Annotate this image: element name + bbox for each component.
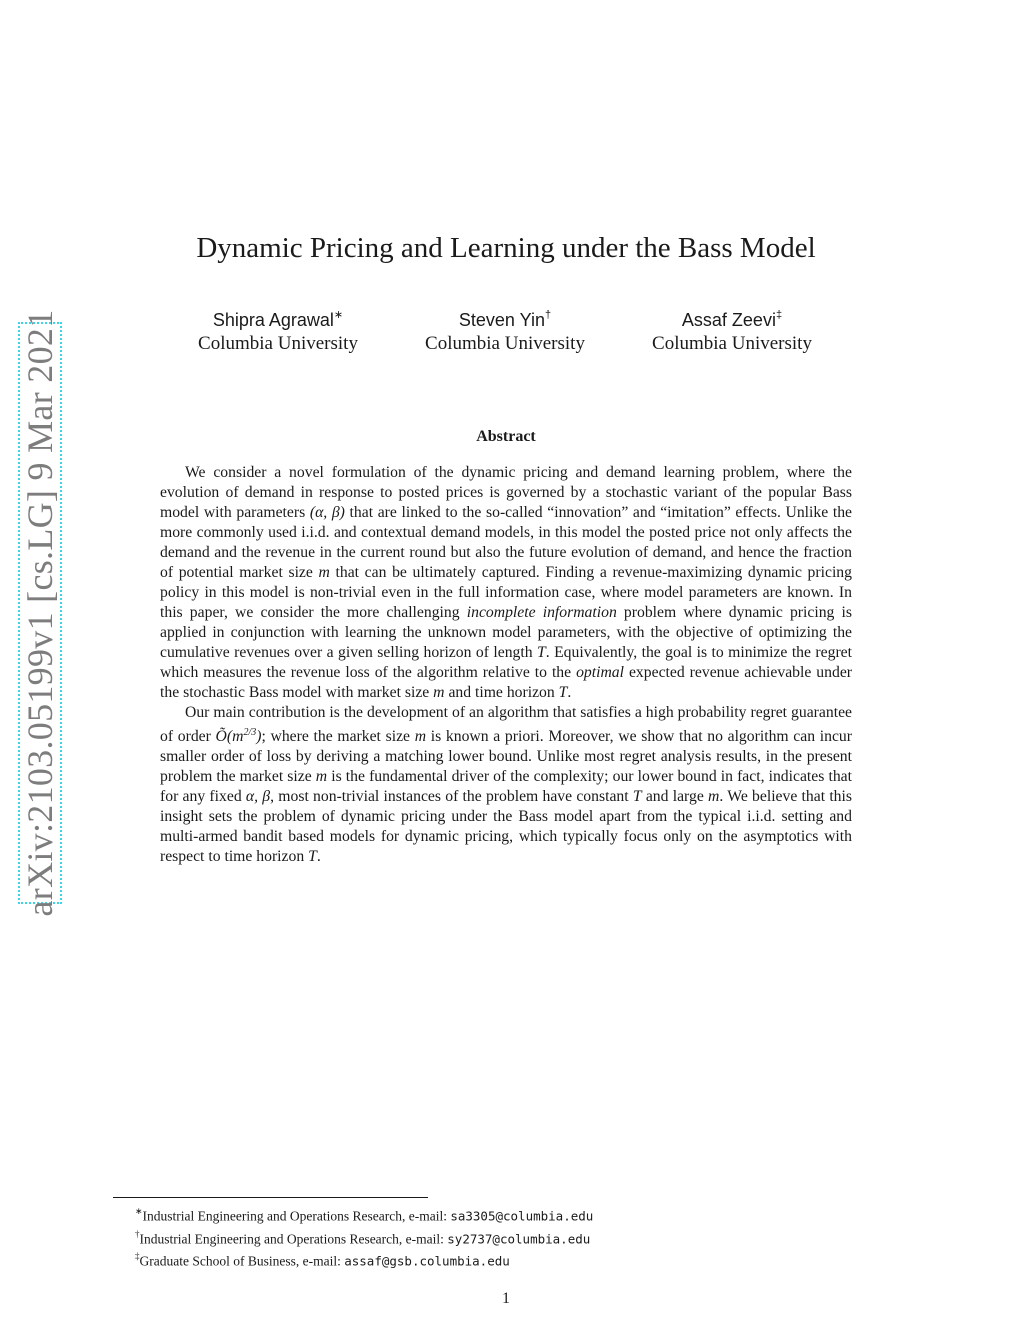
math-T: T: [558, 684, 568, 701]
author-footnote-mark[interactable]: †: [544, 309, 552, 321]
math-params: α, β: [245, 788, 271, 806]
author-name: Shipra Agrawal∗: [212, 309, 344, 330]
arxiv-stamp: [18, 309, 62, 917]
footnote-rule: [113, 1197, 428, 1198]
author-block: [602, 304, 862, 356]
email-link[interactable]: sa3305@columbia.edu: [450, 1208, 594, 1224]
footnote: †Industrial Engineering and Operations Research, e-mail: sy2737@columbia.edu: [135, 1228, 591, 1246]
arxiv-identifier: arXiv:2103.05199v1 [cs.LG] 9 Mar 2021: [20, 309, 60, 917]
author-footnote-mark[interactable]: ∗: [333, 309, 344, 321]
math-T: T: [537, 644, 546, 661]
footnote: ‡Graduate School of Business, e-mail: assaf@gsb.columbia.edu: [135, 1251, 510, 1269]
abstract-paragraph: Our main contribution is the development of an algorithm that satisfies a high probability regret guarantee of order $Õ(m^{2/3})$; where the market size m is known a priori. Moreover, we show that no algorithm can incur smaller order of loss by deriving a matching lower bound. Unlike most regret analysis results, in the present problem the market size m is the fundamental driver of the complexity; our lower bound in fact, indicates that for any fixed α, β, most non-trivial instances of the problem have constant T and large m. We believe that this insight sets the problem of dynamic pricing under the Bass model apart from the typical i.i.d. setting and multi-armed bandit based models for dynamic pricing, which typically focus only on the asymptotics with respect to time horizon T.: [160, 704, 852, 866]
author-affiliation: Columbia University: [198, 333, 358, 354]
math-m: m: [708, 788, 720, 806]
math-m: m: [318, 564, 330, 581]
math-order: $Õ(m^{2/3})$: [215, 727, 262, 746]
math-m: m: [433, 684, 445, 701]
abstract-heading: Abstract: [476, 428, 536, 445]
email-link[interactable]: sy2737@columbia.edu: [447, 1231, 591, 1246]
emphasis: incomplete information: [466, 604, 617, 621]
paper-title: Dynamic Pricing and Learning under the Bass Model: [196, 232, 816, 264]
math-T: T: [308, 848, 317, 866]
author-footnote-mark[interactable]: ‡: [775, 309, 783, 321]
author-block: [375, 304, 635, 356]
abstract-paragraph: We consider a novel formulation of the dynamic pricing and demand learning problem, where the evolution of demand in response to posted prices is governed by a stochastic variant of the popular Bass model with parameters (α, β) that are linked to the so-called “innovation” and “imitation” effects. Unlike the more commonly used i.i.d. and contextual demand models, in this model the posted price not only affects the demand and the revenue in the current round but also the future evolution of demand, and hence the fraction of potential market size m that can be ultimately captured. Finding a revenue-maximizing dynamic pricing policy in this model is non-trivial even in the full information case, where model parameters are known. In this paper, we consider the more challenging incomplete information problem where dynamic pricing is applied in conjunction with learning the unknown model parameters, with the objective of optimizing the cumulative revenues over a given selling horizon of length T. Equivalently, the goal is to minimize the regret which measures the revenue loss of the algorithm relative to the optimal expected revenue achievable under the stochastic Bass model with market size m and time horizon T.: [160, 464, 853, 701]
math-params: (α, β): [309, 504, 345, 521]
abstract-body: [160, 463, 852, 867]
page-number: 1: [502, 1290, 510, 1307]
author-affiliation: Columbia University: [652, 333, 812, 354]
author-name: Steven Yin†: [458, 309, 552, 330]
footnotes: [135, 1203, 895, 1271]
emphasis: optimal: [576, 664, 625, 681]
author-block: [148, 304, 408, 356]
author-affiliation: Columbia University: [425, 333, 585, 354]
math-m: m: [414, 728, 427, 746]
math-m: m: [315, 768, 328, 786]
math-T: T: [632, 788, 642, 806]
email-link[interactable]: assaf@gsb.columbia.edu: [344, 1253, 510, 1269]
author-name: Assaf Zeevi‡: [681, 309, 783, 330]
footnote: ∗Industrial Engineering and Operations Research, e-mail: sa3305@columbia.edu: [135, 1206, 594, 1224]
